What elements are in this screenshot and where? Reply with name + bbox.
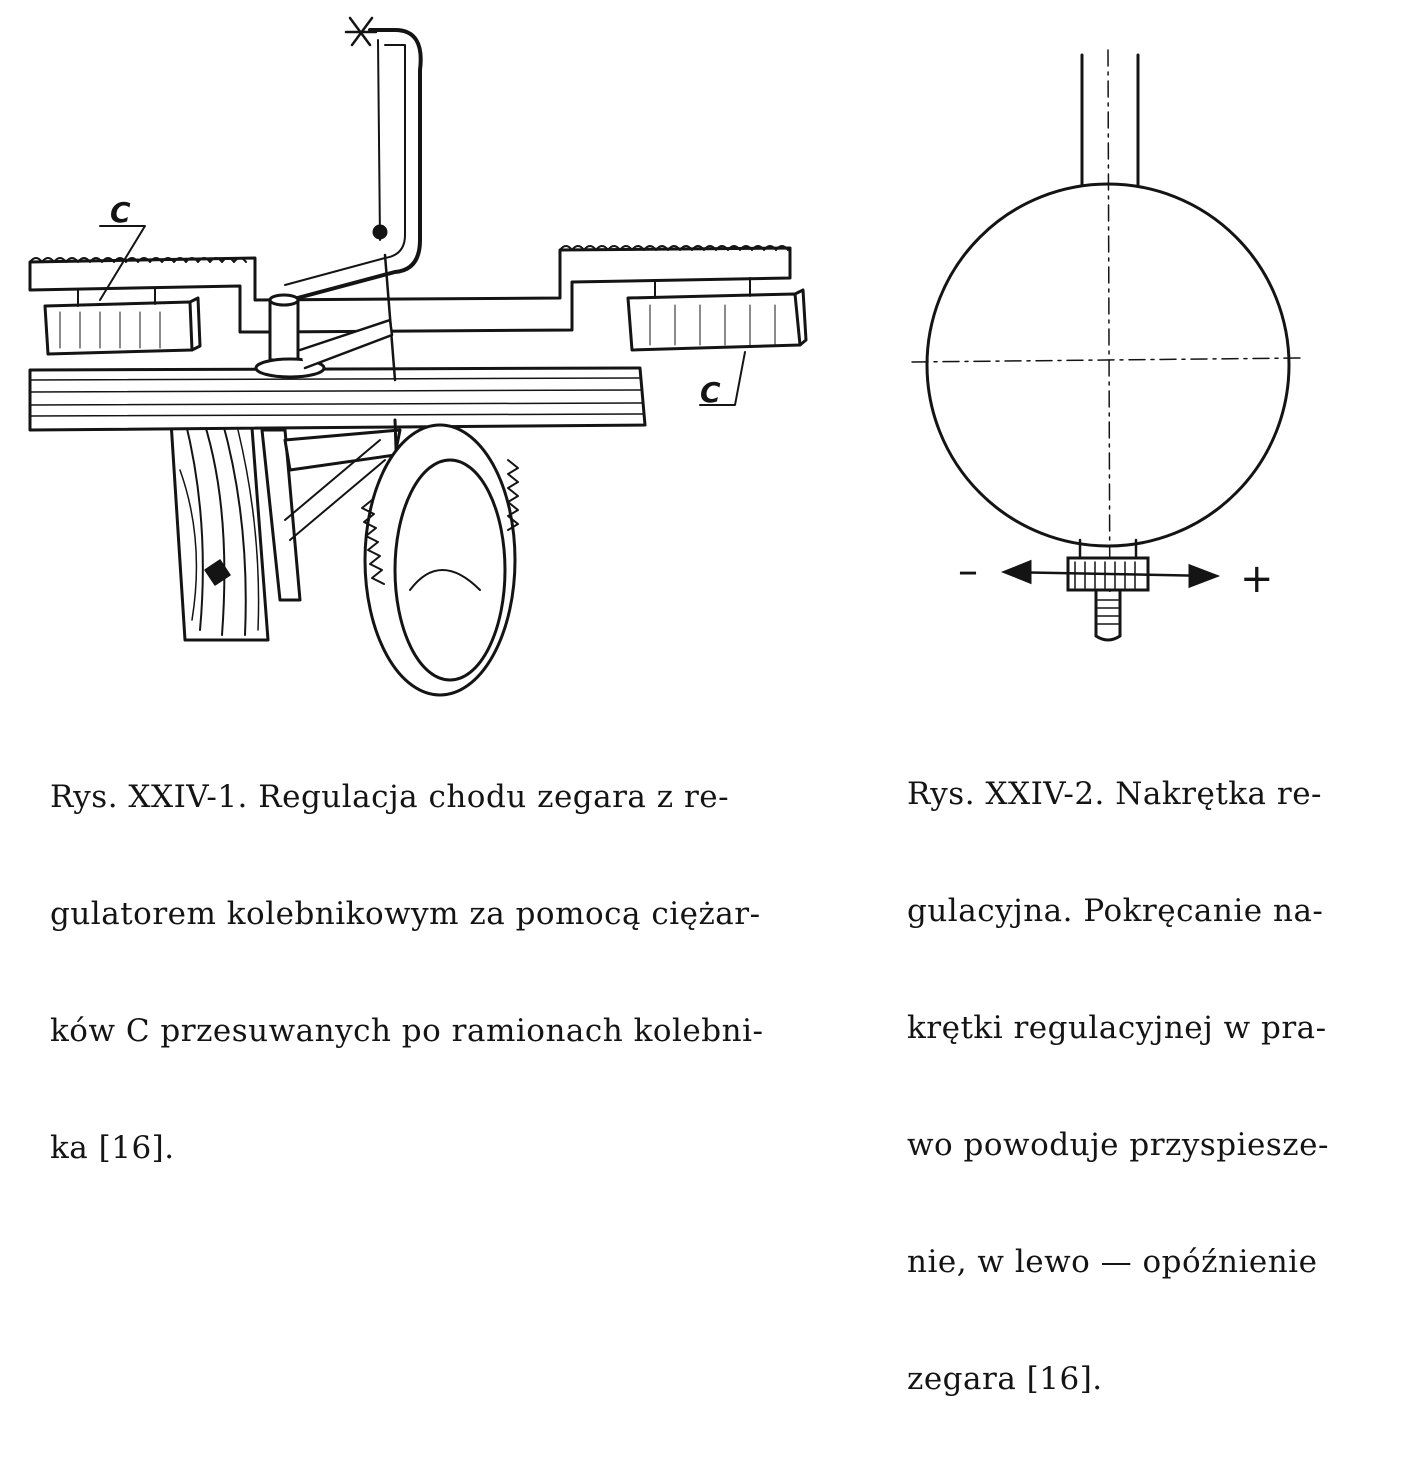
caption-line: nie, w lewo — opóźnienie bbox=[907, 1244, 1318, 1280]
caption-line: gulacyjna. Pokręcanie na- bbox=[907, 893, 1324, 929]
figure-pendulum-nut bbox=[0, 0, 1424, 680]
caption-line: ków C przesuwanych po ramionach kolebni- bbox=[50, 1013, 764, 1049]
weight-label-bottom: C bbox=[700, 376, 721, 409]
caption-line: gulatorem kolebnikowym za pomocą ciężar- bbox=[50, 896, 761, 932]
caption-line: ka [16]. bbox=[50, 1130, 175, 1166]
threaded-end bbox=[1096, 592, 1120, 640]
caption-line: Rys. XXIV-1. Regulacja chodu zegara z re- bbox=[50, 779, 730, 815]
caption-line: krętki regulacyjnej w pra- bbox=[907, 1010, 1327, 1046]
caption-figure-1 bbox=[50, 700, 763, 1246]
caption-figure-2 bbox=[907, 697, 1329, 1477]
weight-label-top: C bbox=[110, 196, 131, 229]
center-line-vertical bbox=[1108, 50, 1110, 640]
plus-sign: + bbox=[1240, 556, 1274, 602]
caption-line: wo powoduje przyspiesze- bbox=[907, 1127, 1329, 1163]
caption-line: zegara [16]. bbox=[907, 1361, 1103, 1397]
caption-line: Rys. XXIV-2. Nakrętka re- bbox=[907, 776, 1323, 812]
minus-sign: – bbox=[958, 548, 978, 594]
